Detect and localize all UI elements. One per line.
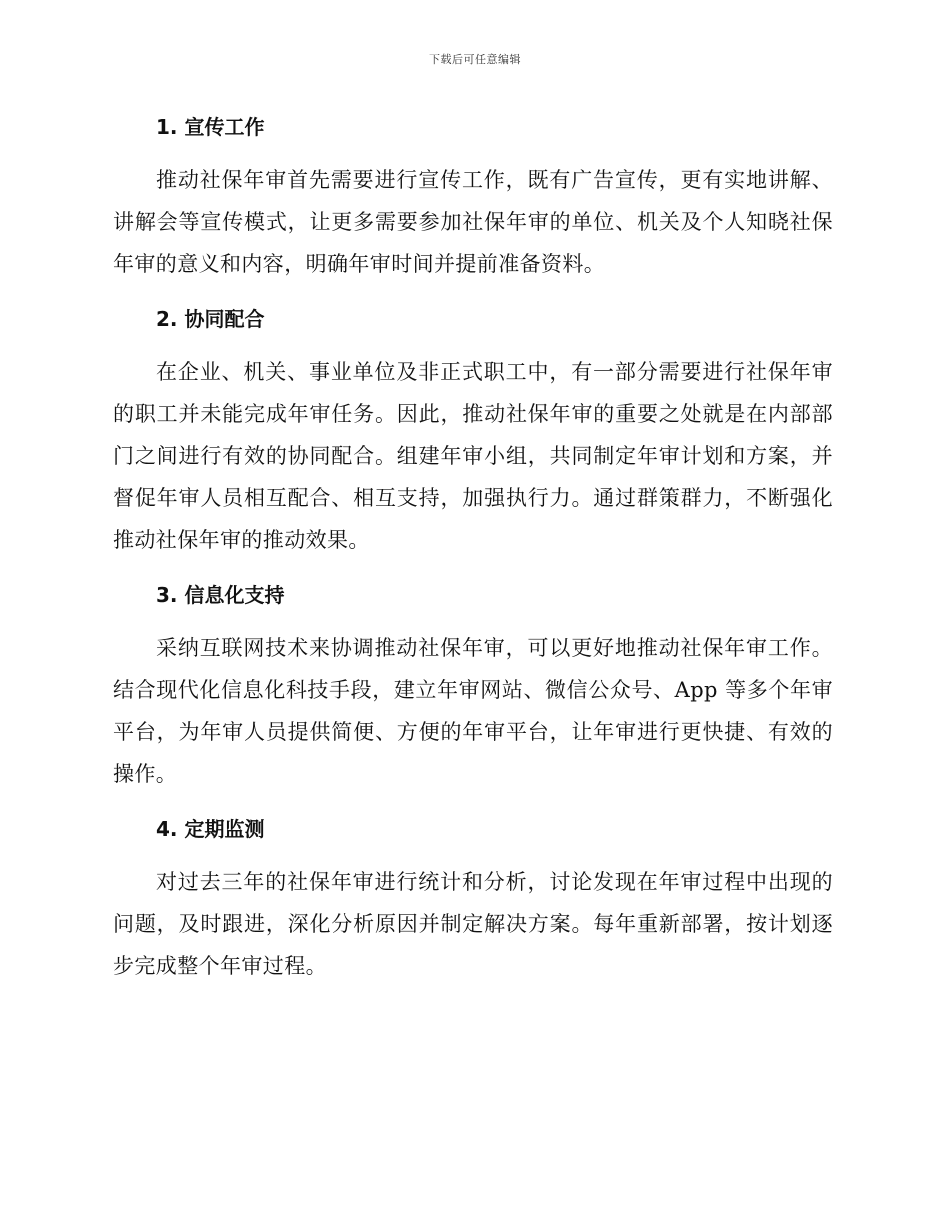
section-monitoring (113, 809, 833, 987)
header-note: 下载后可任意编辑 (429, 53, 521, 66)
document-content (113, 107, 833, 1001)
section-heading: 2. 协同配合 (156, 307, 265, 331)
section-heading: 1. 宣传工作 (156, 115, 265, 139)
section-paragraph: 在企业、机关、事业单位及非正式职工中，有一部分需要进行社保年审的职工并未能完成年审任务。因此，推动社保年审的重要之处就是在内部部门之间进行有效的协同配合。组建年审小组，共同制定年审计划和方案，并督促年审人员相互配合、相互支持，加强执行力。通过群策群力，不断强化推动社保年审的推动效果。 (113, 360, 833, 552)
section-publicity (113, 107, 833, 285)
section-paragraph: 推动社保年审首先需要进行宣传工作，既有广告宣传，更有实地讲解、讲解会等宣传模式，让更多需要参加社保年审的单位、机关及个人知晓社保年审的意义和内容，明确年审时间并提前准备资料。 (113, 168, 833, 276)
section-heading: 3. 信息化支持 (156, 583, 285, 607)
section-heading: 4. 定期监测 (156, 817, 265, 841)
section-it-support (113, 575, 833, 795)
section-paragraph: 对过去三年的社保年审进行统计和分析，讨论发现在年审过程中出现的问题，及时跟进，深化分析原因并制定解决方案。每年重新部署，按计划逐步完成整个年审过程。 (113, 870, 833, 978)
section-coordination (113, 299, 833, 561)
section-paragraph: 采纳互联网技术来协调推动社保年审，可以更好地推动社保年审工作。结合现代化信息化科技手段，建立年审网站、微信公众号、App 等多个年审平台，为年审人员提供简便、方便的年审平台，让年审进行更快捷、有效的操作。 (113, 636, 833, 786)
